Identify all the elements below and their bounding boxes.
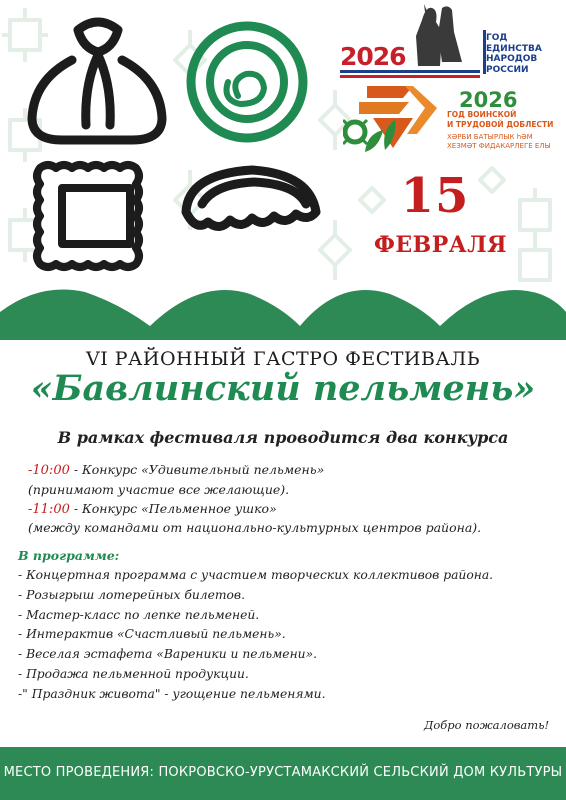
contest-1-note: (принимают участие все желающие). [28,482,290,497]
ravioli-icon [37,165,139,267]
khinkali-icon [32,22,162,140]
valor-line-4: ХЕЗМӘТ ФИДАКАРЛЕГЕ ЕЛЫ [447,142,551,150]
program-item: - Мастер-класс по лепке пельменей. [18,607,260,622]
festival-name: «Бавлинский пельмень» [30,368,536,409]
valor-line-3: ХӘРБИ БАТЫРЛЫК һӘМ [447,133,533,141]
unity-line-2: ЕДИНСТВА [486,43,542,54]
date-day: 15 [400,168,470,224]
festival-title: VI РАЙОННЫЙ ГАСТРО ФЕСТИВАЛЬ [85,348,481,370]
date-month: ФЕВРАЛЯ [374,232,508,258]
unity-year: 2026 [340,42,406,71]
program-list [18,566,493,705]
program-item: -" Праздник живота" - угощение пельменями. [18,686,326,701]
valor-line-1: ГОД ВОИНСКОЙ [447,110,517,119]
program-heading: В программе: [18,548,120,563]
contest-1 [28,462,324,478]
contest-2-title: - Конкурс «Пельменное ушко» [69,501,277,516]
valor-line-2: И ТРУДОВОЙ ДОБЛЕСТИ [447,120,554,129]
unity-line-1: ГОД [486,33,508,43]
program-item: - Интерактив «Счастливый пельмень». [18,627,286,642]
program-item: - Концертная программа с участием творческих коллективов района. [18,568,494,582]
unity-line-3: НАРОДОВ [486,54,538,64]
contest-2 [28,501,277,517]
header-area [0,0,566,340]
unity-text [486,33,566,75]
green-hills-divider [0,282,566,340]
year-of-unity-logo [338,2,560,80]
valor-year: 2026 [459,88,518,112]
contest-1-time: -10:00 [28,463,70,478]
program-item: - Розыгрыш лотерейных билетов. [18,587,245,602]
varenik-icon [186,170,316,227]
dumplings-illustration [0,0,340,300]
venue-text: МЕСТО ПРОВЕДЕНИЯ: ПОКРОВСКО-УРУСТАМАКСКИЙ СЕЛЬСКИЙ ДОМ КУЛЬТУРЫ [3,765,563,780]
contest-1-title: - Конкурс «Удивительный пельмень» [69,462,325,477]
spiral-dumpling-icon [191,26,303,138]
year-of-valor-logo [343,80,565,170]
program-item: - Продажа пельменной продукции. [18,666,249,681]
contests-intro: В рамках фестиваля проводится два конкурса [57,428,509,447]
unity-line-4: РОССИИ [486,64,529,75]
program-item: - Веселая эстафета «Вареники и пельмени». [18,647,318,662]
welcome-text: Добро пожаловать! [424,718,550,732]
contest-2-note: (между командами от национально-культурных центров района). [28,520,482,535]
contest-2-time: -11:00 [28,502,70,517]
logo-block [335,0,566,170]
